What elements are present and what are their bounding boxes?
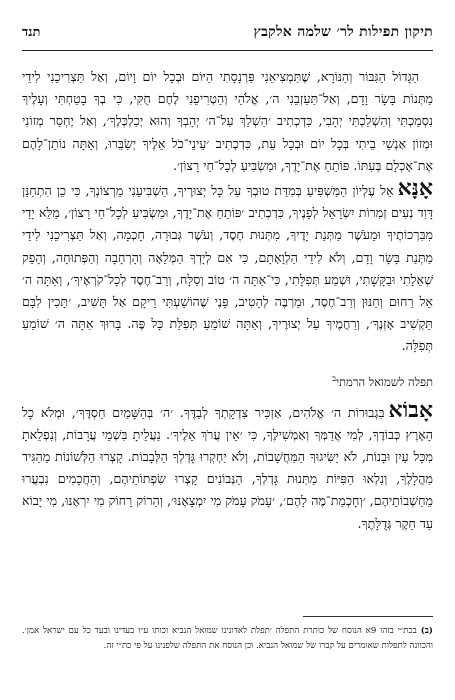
paragraph-1-text: הַגָּדוֹל הַגִּבּוֹר וְהַנּוֹרָא, שֶׁתַּמְצִיאֵנִי פַּרְנָסָתִי הַיּוֹם וּבְכָל יוֹם וָיוֹם, וְאַל תַּצְרִיכֵנִי לִידֵי מַתְּנוֹת בָּשָׂר וָדָם, וְאַל־תַּעַזְבֵנִי ה׳, אֱלֹהַי וְהַטְרִיפֵנִי לֶחֶם חֻקִּי, כִּי בְךָ בָטַחְתִּי וְעָלֶיךָ נִסְמַכְתִּי וְהִשְׁלַכְתִּי יְהָבִי, כִּדְכְתִיב ׳הַשְׁלֵךְ עַל־ה׳ יְהָבְךָ וְהוּא יְכַלְכְּלֶךָ׳, וְאַל יֶחְסַר מְזוֹנִי וּמְזוֹן אַנְשֵׁי בֵיתִי בְּכָל יוֹם וּבְכָל עֵת, כִּדְכְתִיב ׳עֵינֵי־כֹל אֵלֶיךָ יְשַׂבֵּרוּ, וְאַתָּה נוֹתֵן־לָהֶם אֶת־אָכְלָם בְּעִתּוֹ. פּוֹתֵחַ אֶת־יָדֶךָ, וּמַשְׂבִּיעַ לְכָל־חַי רָצוֹן׳. [22, 69, 433, 173]
footnote [22, 624, 433, 653]
paragraph-3 [22, 396, 433, 535]
footnote-marker: ב [332, 373, 336, 383]
paragraph-3-text: בִּגְבוּרוֹת ה׳ אֱלֹהִים, אַזְכִּיר צִדְקָתְךָ לְבַדֶּךָ. ׳ה׳ בְּהַשָּׁמַיִם חַסְדֶּךָ׳, וּמְלֹא כָל הָאָרֶץ כְּבוֹדֶךָ, לְמִי אֲדַמְּךָ וְאַמְשִׁילֶךָ, כִּי ׳אֵין עֲרֹךְ אֵלֶיךָ׳. נַעֲלֵיתָ בִּשְׁמֵי עֲרָבוֹת, וְנִפְלֵאתָ מִכָּל עַיִן וּבָנוֹת, לֹא יַשִּׂיגוּךָ הַמַּחֲשָׁבוֹת, וְלֹא יַחְקְרוּ גָּדְלְךָ הַלְּבָבוֹת. קָצְרוּ הַלְּשׁוֹנוֹת מֵהַגִּיד מַהֲלָלֶךָ, וְנִלְאוּ הַפִּיּוֹת מַתְּנוּת גָּדְלְךָ, הַנְּבוֹנִים קָצְרוּ שִׂפְתוֹתֵיהֶם, וְהַחֲכָמִים נִבְעֲרוּ מֵחַשְׁבוֹתֵיהֶם, ׳וְחָכְמַת־מֶה לָהֶם׳, ׳עָמֹק עָמֹק מִי יִמְצָאֶנּוּ׳, וְהַרוֹק רָחוֹק מִי יִרְאֶנּוּ, מִי יָבוֹא עַד חֵקֶר גְּדֻלָּתֶךָ. [22, 404, 433, 531]
page-number: תנד [22, 25, 41, 40]
footnote-label: (ב) [420, 626, 433, 636]
section-heading-text: תפלה לשמואל הרמתי [335, 374, 433, 389]
paragraph-3-opening-word: אָבוֹא [388, 396, 433, 423]
paragraph-2-text: אֵל עֶלְיוֹן הַמַּשְׁפִּיעַ בְּמִדַּת טוּבְךָ עַל כָּל יְצוּרֶיךָ, הַשְׁבִּיעֵנִי מֵרְצוֹנְךָ, כִּי כֵן הִתְחַנֵּן דָּוִד נְעִים זְמִרוֹת יִשְׂרָאֵל לְפָנֶיךָ, כִּדְכְתִיב ׳פּוֹתֵחַ אֶת־יָדֶךָ, וּמַשְׂבִּיעַ לְכָל־חַי רָצוֹן׳, מַלֵּא יָדַי מִבִּרְכוֹתֶיךָ וּמֵעֹשֶׁר מַתְּנַת יָדֶיךָ, מִתְּנוּת חֶסֶד, וְעֹשֶׁר גְּבוּרָה, חָכְמָה, וְאַל תַּצְרִיכֵנִי לִידֵי מַתְּנַת בָּשָׂר וָדָם, וְלֹא לִידֵי הַלְוָאָתָם, כִּי אִם לְיָדְךָ הַמְּלֵאָה וְהָרְחָבָה וְהַפְּתוּחָה, וְהָפֵק שְׁאֵלָתִי וּבַקָּשָׁתִי, וּשְׁמַע תְּפִלָּתִי, כִּי־אַתָּה ה׳ טוֹב וְסַלָּח, וְרַב־חֶסֶד לְכָל־קֹרְאֶיךָ׳, וְאַתָּה ה׳ אֵל רַחוּם וְחַנּוּן וְרַב־חֶסֶד, וּמַרְבֶּה לְהֵטִיב, פָּנֶי שֶׁהוֹשַׁעְתִּי רֵיקָם אַל תָּשִׁיב, ׳תָּכִין לִבָּם תַּקְשִׁיב אָזְנֶךָ׳, וְרַחֲמֶיךָ עַל יְצוּרֶיךָ, וְאַתָּה שׁוֹמֵעַ תְּפִלַּת כָּל פֶּה. בָּרוּךְ אַתָּה ה׳ שׁוֹמֵעַ תְּפִלָּה. [22, 183, 433, 354]
section-heading [22, 368, 433, 393]
paragraph-2-opening-word: אָנָּא [397, 175, 433, 202]
paragraph-1 [22, 66, 433, 177]
header-rule [22, 50, 433, 51]
running-header [22, 24, 433, 46]
main-text [22, 66, 433, 535]
footnote-rule [303, 616, 433, 617]
paragraph-2 [22, 175, 433, 358]
header-title: תיקון תפילות לר׳ שלמה אלקבץ [253, 24, 433, 40]
footnote-text: בכת״י בזהו 9א הנוסח של כותרת התפלה ׳תפלת לאדונינו שמואל הנביא וכותו ע״ו בעדינו ובעד כל עם ישראל אמן׳. והכוונה לתפלות שאומרים על קברו של שמואל הנביא. וכן הנוסח את התפלה שלפנינו על פי כת״י זה. [22, 626, 433, 651]
